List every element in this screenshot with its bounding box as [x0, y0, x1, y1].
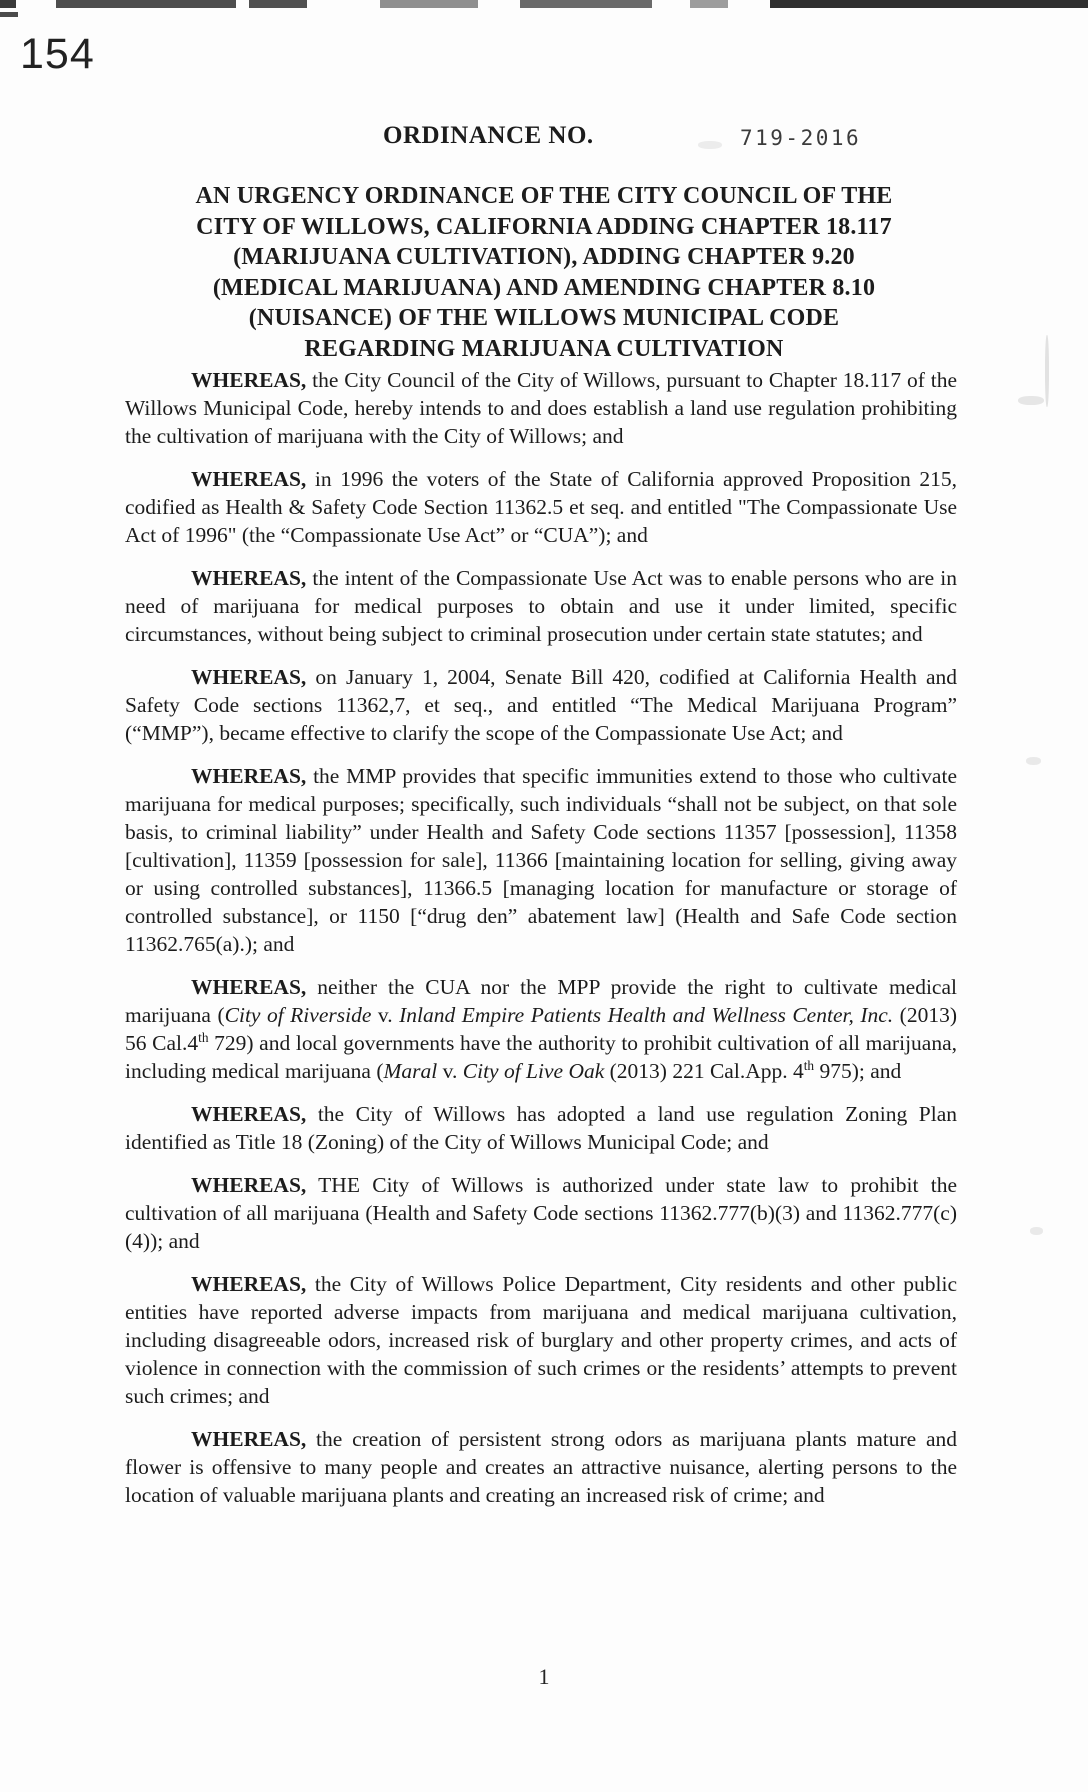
paragraph-text: THE City of Willows is authorized under state law to prohibit the cultivation of all marijuana (Health and Safety Code sections 11362.777(b)(3) and 11362.777(c)(4)); and: [125, 1173, 957, 1253]
ordinance-title-line: (MARIJUANA CULTIVATION), ADDING CHAPTER 9.20: [233, 244, 855, 270]
scan-artifact-smudge: [1030, 1227, 1043, 1235]
scan-artifact-smudge: [1026, 757, 1041, 765]
whereas-paragraph: [125, 1171, 957, 1255]
paragraph-text: (2013) 56 Cal.4: [125, 1003, 957, 1055]
whereas-paragraph: [125, 1270, 957, 1410]
ordinance-number: 719-2016: [740, 126, 862, 150]
scan-artifact-smudge: [1018, 396, 1044, 405]
ordinance-label: ORDINANCE NO.: [383, 122, 594, 149]
paragraph-text: on January 1, 2004, Senate Bill 420, codified at California Health and Safety Code sections 11362,7, et seq., and entitled “The Medical Marijuana Program” (“MMP”), became effective to clarify the scope of the Compassionate Use Act; and: [125, 665, 957, 745]
paragraph-text: Inland Empire Patients Health and Wellness Center, Inc.: [399, 1003, 894, 1027]
scan-artifact-smudge: [698, 141, 722, 149]
paragraph-text: v.: [437, 1059, 463, 1083]
paragraph-text: City of Live Oak: [462, 1059, 605, 1083]
whereas-paragraph: [125, 366, 957, 450]
paragraph-text: the City of Willows Police Department, City residents and other public entities have reported adverse impacts from marijuana and medical marijuana cultivation, including disagreeable odors, increased risk of burglary and other property crimes, and acts of violence in connection with the commission of such crimes or the residents’ attempts to prevent such crimes; and: [125, 1272, 957, 1408]
scan-artifact-top-band: [0, 0, 1088, 8]
paragraph-text: Maral: [383, 1059, 438, 1083]
paragraph-text: 975); and: [814, 1059, 902, 1083]
ordinance-title-line: (MEDICAL MARIJUANA) AND AMENDING CHAPTER 8.10: [212, 274, 876, 301]
paragraph-text: 729) and local governments have the authority to prohibit cultivation of all marijuana, including medical marijuana (: [125, 1031, 957, 1083]
footer-page-number: 1: [538, 1664, 550, 1689]
whereas-paragraph: [125, 663, 957, 747]
ordinance-title-line: CITY OF WILLOWS, CALIFORNIA ADDING CHAPTER 18.117: [196, 213, 892, 240]
paragraph-text: City of Riverside: [224, 1003, 372, 1027]
whereas-paragraph: [125, 1100, 957, 1156]
page-stamp-number: 154: [20, 30, 95, 78]
paragraph-text: v.: [371, 1003, 400, 1027]
whereas-lead: WHEREAS,: [191, 1272, 307, 1296]
paragraph-text: (2013) 221 Cal.App. 4: [604, 1059, 804, 1083]
ordinance-title: [129, 181, 959, 364]
paragraph-text: in 1996 the voters of the State of California approved Proposition 215, codified as Health & Safety Code Section 11362.5 et seq. and entitled "The Compassionate Use Act of 1996" (the “Compassionate Use Act” or “CUA”); and: [125, 467, 957, 547]
ordinance-title-line: REGARDING MARIJUANA CULTIVATION: [304, 335, 784, 362]
scan-artifact-smudge: [1045, 335, 1049, 407]
whereas-lead: WHEREAS,: [191, 665, 307, 689]
paragraph-text: neither the CUA nor the MPP provide the right to cultivate medical marijuana (: [125, 975, 957, 1027]
ordinance-body: [125, 366, 957, 1524]
paragraph-text: the City of Willows has adopted a land use regulation Zoning Plan identified as Title 18 (Zoning) of the City of Willows Municipal Code; and: [125, 1102, 957, 1154]
paragraph-text: the intent of the Compassionate Use Act was to enable persons who are in need of marijuana for medical purposes to obtain and use it under limited, specific circumstances, without being subject to criminal prosecution under certain state statutes; and: [125, 566, 957, 646]
whereas-paragraph: [125, 465, 957, 549]
ordinance-title-line: AN URGENCY ORDINANCE OF THE CITY COUNCIL OF THE: [195, 183, 893, 209]
whereas-lead: WHEREAS,: [191, 566, 307, 590]
whereas-paragraph: [125, 973, 957, 1085]
whereas-lead: WHEREAS,: [191, 764, 307, 788]
whereas-lead: WHEREAS,: [191, 1173, 307, 1197]
whereas-paragraph: [125, 762, 957, 958]
whereas-lead: WHEREAS,: [191, 1427, 307, 1451]
whereas-paragraph: [125, 1425, 957, 1509]
whereas-lead: WHEREAS,: [191, 1102, 307, 1126]
whereas-lead: WHEREAS,: [191, 467, 307, 491]
paragraph-text: th: [803, 1057, 815, 1073]
paragraph-text: the MMP provides that specific immunities extend to those who cultivate marijuana for medical purposes; specifically, such individuals “shall not be subject, on that sole basis, to criminal liability” under Health and Safety Code sections 11357 [possession], 11358 [cultivation], 11359 [possession for sale], 11366 [maintaining location for selling, giving away or using controlled substances], 11366.5 [managing location for manufacture or storage of controlled substance], or 1150 [“drug den” abatement law] (Health and Safe Code section 11362.765(a).); and: [125, 764, 957, 956]
paragraph-text: th: [198, 1029, 209, 1045]
whereas-lead: WHEREAS,: [191, 975, 307, 999]
paragraph-text: the creation of persistent strong odors as marijuana plants mature and flower is offensive to many people and creates an attractive nuisance, alerting persons to the location of valuable marijuana plants and creating an increased risk of crime; and: [125, 1427, 957, 1507]
paragraph-text: the City Council of the City of Willows, pursuant to Chapter 18.117 of the Willows Municipal Code, hereby intends to and does establish a land use regulation prohibiting the cultivation of marijuana with the City of Willows; and: [125, 368, 957, 448]
ordinance-title-line: (NUISANCE) OF THE WILLOWS MUNICIPAL CODE: [248, 305, 840, 331]
scan-artifact-left-nub: [0, 12, 18, 17]
whereas-lead: WHEREAS,: [191, 368, 307, 392]
whereas-paragraph: [125, 564, 957, 648]
ordinance-number-line: [0, 122, 1088, 156]
